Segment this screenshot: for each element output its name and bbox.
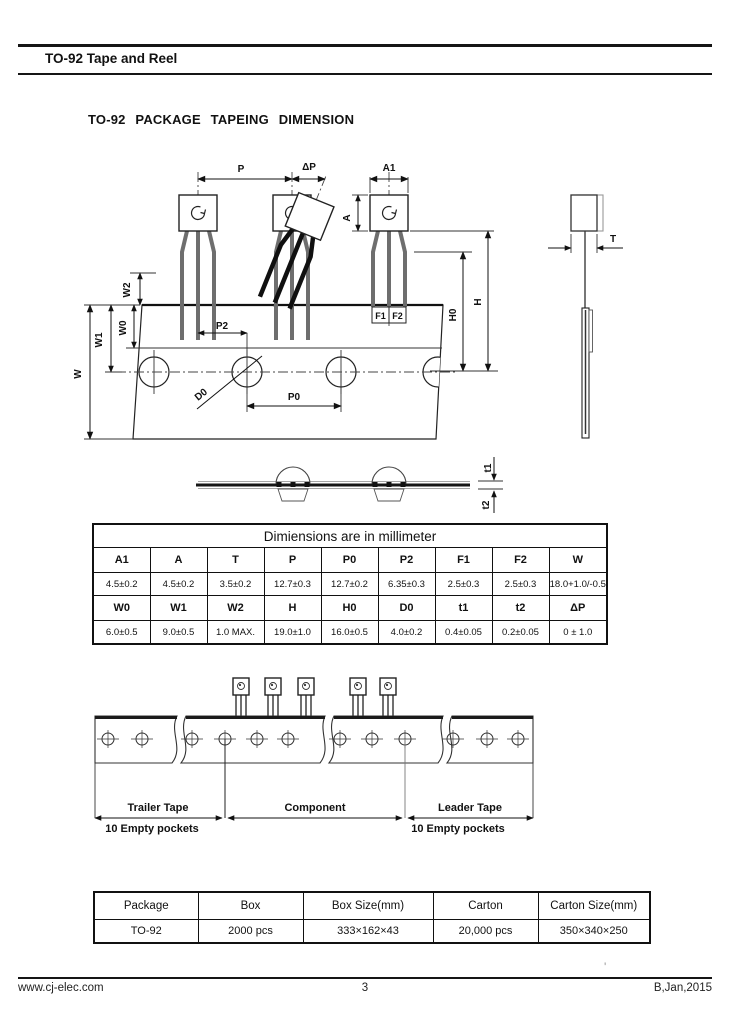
dim-header-cell: F1 (435, 548, 492, 573)
leader-tape-label: Leader Tape (438, 802, 502, 814)
page-footer (18, 982, 712, 994)
dim-value-cell: 0 ± 1.0 (549, 621, 607, 645)
dim-label-f1: F1 (375, 311, 386, 321)
dim-value-cell: 2.5±0.3 (492, 573, 549, 596)
dim-header-cell: A (150, 548, 207, 573)
dim-header-cell: P2 (378, 548, 435, 573)
header-rule-bottom (18, 73, 712, 75)
pack-header-cell: Box Size(mm) (303, 892, 433, 920)
dim-value-cell: 1.0 MAX. (207, 621, 264, 645)
dim-header-cell: H0 (321, 596, 378, 621)
dim-header-cell: W0 (93, 596, 150, 621)
pack-header-cell: Box (198, 892, 303, 920)
dim-header-cell: W (549, 548, 607, 573)
footer-page-number: 3 (361, 982, 369, 994)
dim-label-a: A (342, 214, 353, 222)
dim-value-cell: 6.35±0.3 (378, 573, 435, 596)
dim-label-dp: ΔP (302, 162, 316, 173)
dim-label-a1: A1 (382, 163, 396, 174)
dim-label-w0: W0 (118, 320, 129, 336)
empty-pockets-note-left: 10 Empty pockets (105, 823, 199, 835)
dim-value-cell: 0.2±0.05 (492, 621, 549, 645)
dim-header-cell: W2 (207, 596, 264, 621)
lead-spacing-callout (372, 307, 406, 323)
pack-value-cell: 20,000 pcs (433, 920, 538, 944)
empty-pockets-note-right: 10 Empty pockets (411, 823, 505, 835)
dim-label-w: W (73, 369, 84, 379)
transistor-side-view (548, 195, 623, 438)
dim-label-p0: P0 (287, 392, 301, 403)
carrier-tape (116, 305, 458, 439)
document-title: TO-92 PACKAGE TAPEING DIMENSION (88, 112, 355, 127)
taping-dimension-drawing (0, 150, 730, 518)
component-tape-segment (181, 716, 325, 763)
dim-header-cell: T (207, 548, 264, 573)
tape-thickness-profile (196, 457, 503, 513)
header-rule-top (18, 44, 712, 47)
dim-label-p: P (237, 164, 245, 175)
stray-mark: ' (604, 960, 607, 974)
trailer-tape-label: Trailer Tape (127, 802, 189, 814)
dim-label-h0: H0 (448, 308, 459, 322)
dim-value-cell: 4.5±0.2 (150, 573, 207, 596)
pack-value-cell: TO-92 (94, 920, 198, 944)
dim-label-t2: t2 (481, 500, 492, 510)
dim-label-w2: W2 (122, 282, 133, 298)
dim-header-cell: ΔP (549, 596, 607, 621)
pack-header-cell: Carton (433, 892, 538, 920)
transistor-tilted-view (256, 169, 344, 313)
packing-table (93, 891, 651, 944)
dim-header-cell: F2 (492, 548, 549, 573)
pack-header-cell: Package (94, 892, 198, 920)
footer-rule (18, 977, 712, 979)
dim-value-cell: 2.5±0.3 (435, 573, 492, 596)
dim-value-cell: 12.7±0.2 (321, 573, 378, 596)
dim-value-cell: 19.0±1.0 (264, 621, 321, 645)
dim-label-f2: F2 (392, 311, 403, 321)
dim-header-cell: P (264, 548, 321, 573)
dim-label-d0: D0 (192, 386, 210, 404)
pack-header-cell: Carton Size(mm) (538, 892, 650, 920)
pack-value-cell: 350×340×250 (538, 920, 650, 944)
dim-value-cell: 4.5±0.2 (93, 573, 150, 596)
dim-header-cell: D0 (378, 596, 435, 621)
dim-value-cell: 9.0±0.5 (150, 621, 207, 645)
dim-value-cell: 18.0+1.0/-0.5 (549, 573, 607, 596)
dim-value-cell: 0.4±0.05 (435, 621, 492, 645)
dim-header-cell: t2 (492, 596, 549, 621)
dim-header-cell: P0 (321, 548, 378, 573)
pack-value-cell: 2000 pcs (198, 920, 303, 944)
dim-header-cell: A1 (93, 548, 150, 573)
pack-value-cell: 333×162×43 (303, 920, 433, 944)
table-title: Dimiensions are in millimeter (93, 524, 607, 548)
footer-website: www.cj-elec.com (18, 982, 104, 994)
dim-label-w1: W1 (94, 332, 105, 348)
dim-value-cell: 6.0±0.5 (93, 621, 150, 645)
reel-loading-diagram (0, 655, 730, 840)
leader-tape-segment (447, 716, 533, 763)
dim-header-cell: W1 (150, 596, 207, 621)
dim-header-cell: t1 (435, 596, 492, 621)
dim-value-cell: 12.7±0.3 (264, 573, 321, 596)
dim-label-t1: t1 (483, 463, 494, 473)
dim-label-p2: P2 (215, 321, 229, 332)
dim-label-t: T (609, 234, 617, 245)
footer-revision: B,Jan,2015 (653, 982, 712, 994)
dim-value-cell: 4.0±0.2 (378, 621, 435, 645)
dim-header-cell: H (264, 596, 321, 621)
page-header-title: TO-92 Tape and Reel (45, 51, 178, 66)
dim-value-cell: 16.0±0.5 (321, 621, 378, 645)
dimensions-table (92, 523, 608, 645)
component-label: Component (284, 802, 346, 814)
dim-label-h: H (473, 298, 484, 306)
dim-value-cell: 3.5±0.2 (207, 573, 264, 596)
taped-components (233, 678, 396, 716)
